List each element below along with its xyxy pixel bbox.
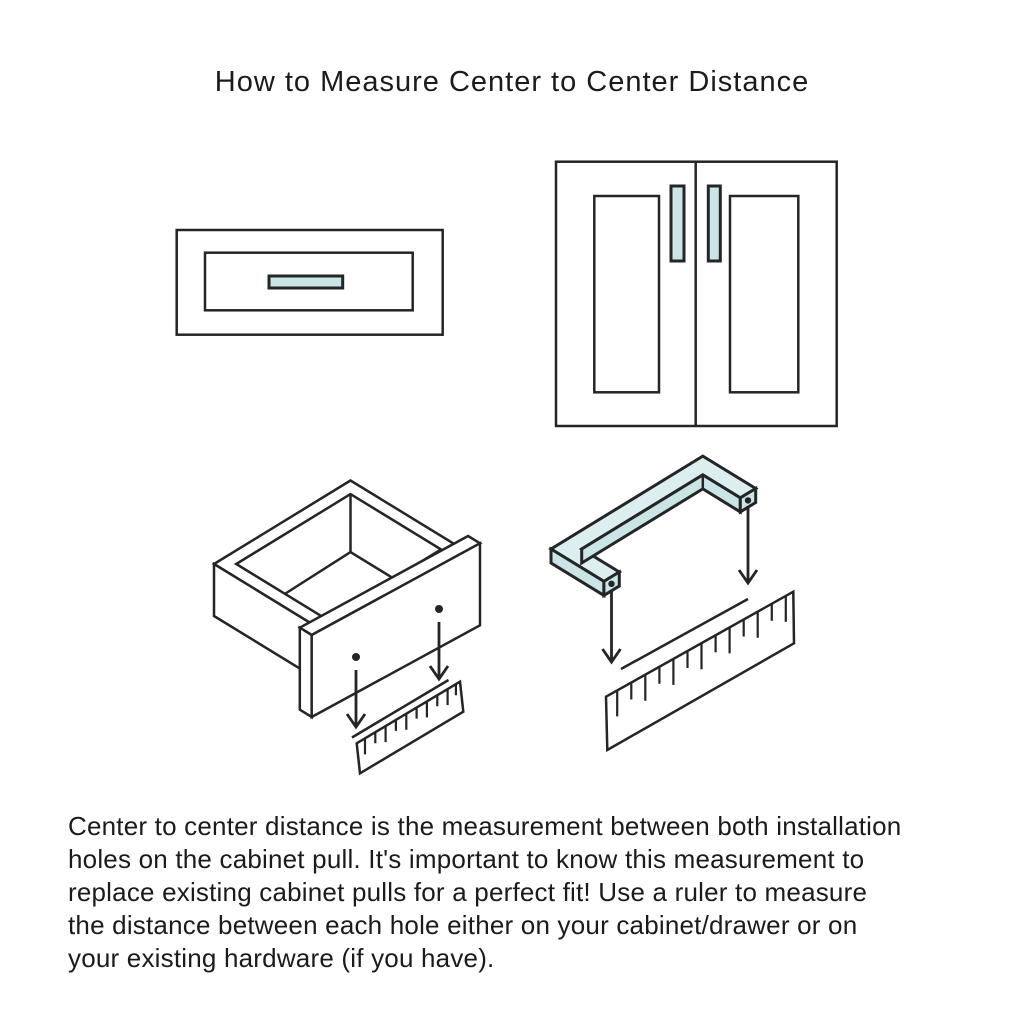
description-line: holes on the cabinet pull. It's important to know this measurement to [68,844,865,874]
description-line: Center to center distance is the measurement between both installation [68,811,902,841]
description-line: the distance between each hole either on your cabinet/drawer or on [68,910,858,940]
drawer-front-handle [269,276,343,288]
hole-mark-left [352,653,360,661]
description [68,810,998,975]
description-line: your existing hardware (if you have). [68,943,495,973]
hole-mark-right [435,605,443,613]
description-line: replace existing cabinet pulls for a perfect fit! Use a ruler to measure [68,877,868,907]
cabinet-doors-diagram [556,162,837,426]
left-door-handle [671,186,684,261]
right-door-handle [708,186,720,261]
page-title: How to Measure Center to Center Distance [214,66,810,98]
drawer-panel-end-face [300,628,312,717]
pull-screw-hole-left [608,581,614,587]
ruler-body [606,592,794,750]
left-door-panel [594,196,659,392]
right-door-panel [730,196,798,392]
measure-arrow-right [739,506,757,583]
drawer-3d-diagram [214,481,480,774]
pull-3d-diagram [551,456,794,750]
pull-screw-hole-right [745,497,751,503]
measure-arrow-left [603,590,621,662]
drawer-front-diagram [177,230,443,335]
